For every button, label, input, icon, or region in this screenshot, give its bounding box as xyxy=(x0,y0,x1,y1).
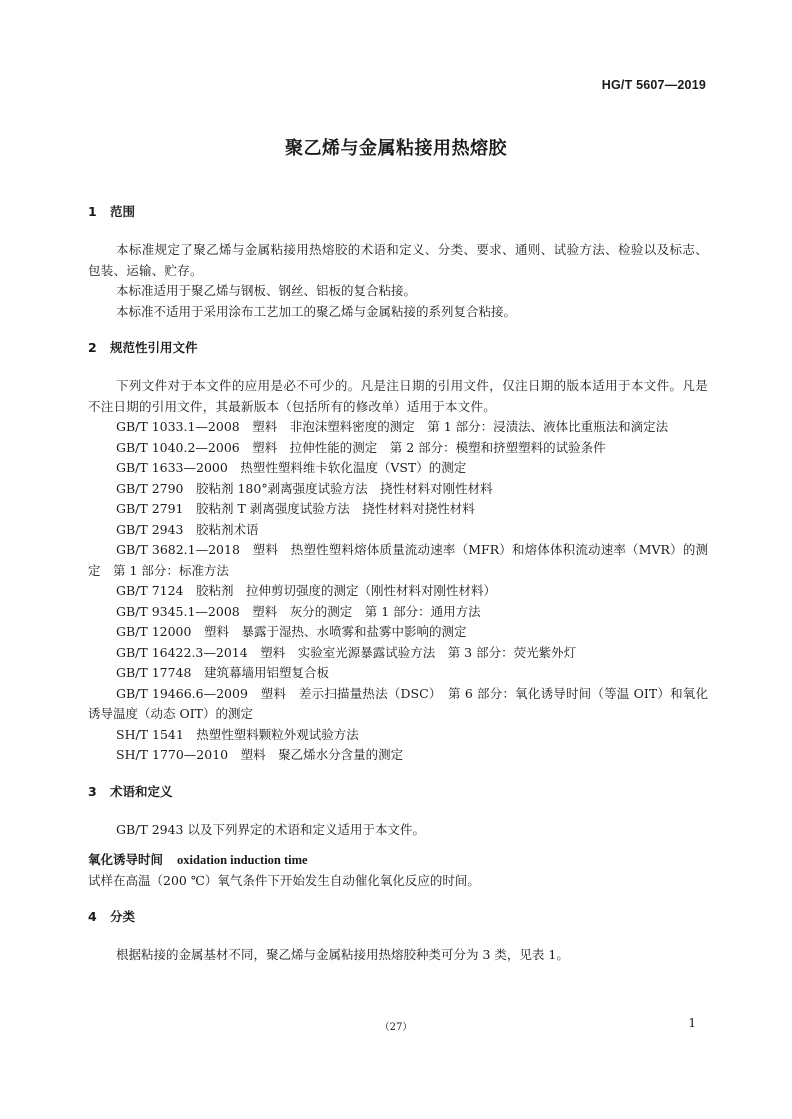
page-number-right: 1 xyxy=(688,1016,696,1030)
reference-item: SH/T 1770—2010 塑料 聚乙烯水分含量的测定 xyxy=(116,747,404,762)
section-4-heading xyxy=(88,907,708,925)
references-intro: 下列文件对于本文件的应用是必不可少的。凡是注日期的引用文件，仅注日期的版本适用于本文件。凡是不注日期的引用文件，其最新版本（包括所有的修改单）适用于本文件。 xyxy=(88,378,708,414)
reference-item: GB/T 2791 胶粘剂 T 剥离强度试验方法 挠性材料对挠性材料 xyxy=(116,501,475,516)
reference-item: GB/T 1633—2000 热塑性塑料维卡软化温度（VST）的测定 xyxy=(116,460,467,475)
reference-item: SH/T 1541 热塑性塑料颗粒外观试验方法 xyxy=(116,726,359,742)
term-definition: 试样在高温（200 ℃）氧气条件下开始发生自动催化氧化反应的时间。 xyxy=(88,872,480,888)
section-3-heading xyxy=(88,782,708,800)
reference-item: GB/T 12000 塑料 暴露于湿热、水喷雾和盐雾中影响的测定 xyxy=(116,624,467,639)
reference-item: GB/T 17748 建筑幕墙用铝塑复合板 xyxy=(116,665,329,680)
section-2-heading xyxy=(88,338,708,356)
reference-item: GB/T 1033.1—2008 塑料 非泡沫塑料密度的测定 第 1 部分：浸渍法、液体比重瓶法和滴定法 xyxy=(116,419,669,434)
section-number: 4 xyxy=(88,909,97,924)
reference-item: GB/T 3682.1—2018 塑料 热塑性塑料熔体质量流动速率（MFR）和熔体体积流动速率（MVR）的测定 第 1 部分：标准方法 xyxy=(88,542,708,578)
section-1-heading xyxy=(88,202,708,220)
term-english: oxidation induction time xyxy=(177,853,308,867)
scope-paragraph: 本标准适用于聚乙烯与钢板、钢丝、铝板的复合粘接。 xyxy=(116,283,417,298)
section-title: 术语和定义 xyxy=(110,783,173,799)
reference-item: GB/T 2790 胶粘剂 180°剥离强度试验方法 挠性材料对刚性材料 xyxy=(116,480,493,496)
classification-text: 根据粘接的金属基材不同，聚乙烯与金属粘接用热熔胶种类可分为 3 类，见表 1。 xyxy=(116,947,569,962)
document-title: 聚乙烯与金属粘接用热熔胶 xyxy=(285,138,507,159)
reference-item: GB/T 16422.3—2014 塑料 实验室光源暴露试验方法 第 3 部分：荧光紫外灯 xyxy=(116,644,577,660)
section-number: 1 xyxy=(88,204,97,219)
section-title: 分类 xyxy=(110,909,136,924)
reference-item: GB/T 7124 胶粘剂 拉伸剪切强度的测定（刚性材料对刚性材料） xyxy=(116,583,497,598)
terms-intro: GB/T 2943 以及下列界定的术语和定义适用于本文件。 xyxy=(116,821,425,837)
page-number-center: （27） xyxy=(379,1022,413,1033)
section-title: 规范性引用文件 xyxy=(110,340,198,355)
scope-paragraph: 本标准不适用于采用涂布工艺加工的聚乙烯与金属粘接的系列复合粘接。 xyxy=(116,303,517,319)
term-chinese: 氧化诱导时间 xyxy=(88,852,164,867)
reference-item: GB/T 9345.1—2008 塑料 灰分的测定 第 1 部分：通用方法 xyxy=(116,603,481,619)
reference-item: GB/T 2943 胶粘剂术语 xyxy=(116,521,259,537)
scope-paragraph: 本标准规定了聚乙烯与金属粘接用热熔胶的术语和定义、分类、要求、通则、试验方法、检验以及标志、包装、运输、贮存。 xyxy=(88,242,708,278)
term-entry xyxy=(88,850,708,871)
section-number: 3 xyxy=(88,783,97,799)
section-number: 2 xyxy=(88,340,97,355)
reference-item: GB/T 19466.6—2009 塑料 差示扫描量热法（DSC） 第 6 部分：氧化诱导时间（等温 OIT）和氧化诱导温度（动态 OIT）的测定 xyxy=(88,685,708,721)
document-body xyxy=(88,202,708,966)
section-title: 范围 xyxy=(110,204,136,219)
reference-item: GB/T 1040.2—2006 塑料 拉伸性能的测定 第 2 部分：模塑和挤塑塑料的试验条件 xyxy=(116,439,606,455)
standard-code: HG/T 5607—2019 xyxy=(601,78,706,92)
